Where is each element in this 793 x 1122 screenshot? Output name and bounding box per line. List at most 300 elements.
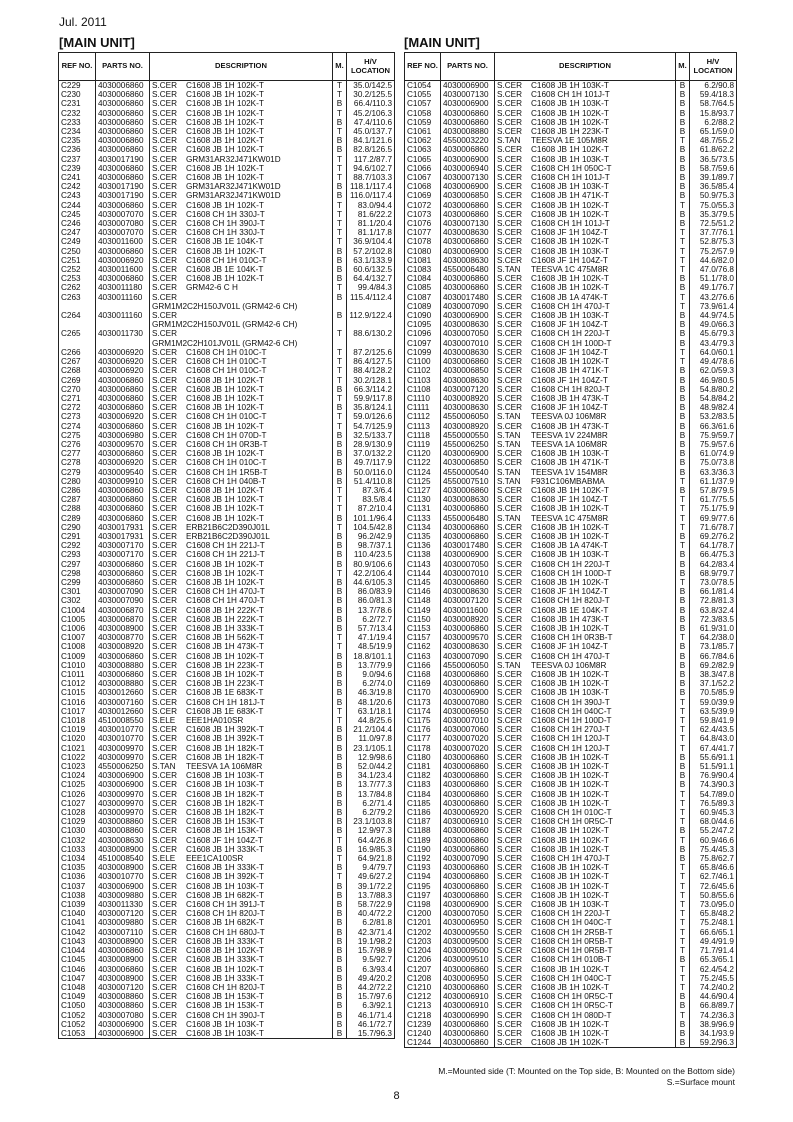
- table-row: [59, 228, 395, 237]
- component-text: C1608 JB 1H 102K-T: [531, 679, 609, 689]
- location-cell: 88.7/103.3: [347, 173, 395, 182]
- location-cell: 34.1/23.4: [347, 771, 395, 780]
- ref-cell: C1027: [59, 799, 96, 808]
- table-row: [59, 992, 395, 1001]
- ref-cell: C1175: [405, 716, 441, 725]
- component-text: C1608 CH 1H 391J-T: [186, 900, 265, 910]
- mount-side-cell: T: [333, 872, 347, 881]
- part-number-cell: 4030009880: [96, 918, 150, 927]
- location-cell: 66.3/61.6: [690, 422, 737, 431]
- mount-side-cell: B: [333, 974, 347, 983]
- component-text: C1608 CH 1H 010C-T: [186, 347, 267, 357]
- description-cell: [150, 955, 333, 964]
- location-cell: 12.9/98.6: [347, 753, 395, 762]
- component-text: C1608 CH 1H 221J-T: [186, 541, 265, 551]
- component-text: C1608 JB 1H 103K-T: [186, 881, 264, 891]
- description-cell: [150, 661, 333, 670]
- component-text: C1608 JB 1H 102K-T: [531, 623, 609, 633]
- table-row: [405, 872, 737, 881]
- location-cell: 96.2/42.9: [347, 532, 395, 541]
- table-row: [405, 780, 737, 789]
- category-text: S.CER: [152, 476, 178, 486]
- component-text: C1608 JB 1H 102K-T: [531, 798, 609, 808]
- part-number-cell: 4030011330: [96, 900, 150, 909]
- ref-cell: C1176: [405, 725, 441, 734]
- description-cell: [495, 127, 676, 136]
- ref-cell: C1022: [59, 753, 96, 762]
- table-row: [59, 661, 395, 670]
- category-text: S.CER: [152, 890, 178, 900]
- part-number-cell: 4030017190: [96, 182, 150, 191]
- part-number-cell: 4030006860: [96, 965, 150, 974]
- table-row: [405, 661, 737, 670]
- table-row: [59, 698, 395, 707]
- mount-side-cell: B: [333, 1029, 347, 1039]
- table-row: [59, 109, 395, 118]
- ref-cell: C265: [59, 329, 96, 347]
- mount-side-cell: T: [676, 937, 690, 946]
- component-text: C1608 JB 1H 102K-T: [531, 274, 609, 284]
- description-cell: [150, 670, 333, 679]
- part-number-cell: 4030006860: [441, 523, 495, 532]
- description-cell: [495, 1029, 676, 1038]
- table-row: [405, 946, 737, 955]
- part-number-cell: 4030006860: [441, 201, 495, 210]
- mount-side-cell: T: [676, 744, 690, 753]
- ref-cell: C241: [59, 173, 96, 182]
- category-text: S.CER: [497, 127, 523, 137]
- table-row: [59, 790, 395, 799]
- mount-side-cell: B: [333, 624, 347, 633]
- description-cell: [150, 422, 333, 431]
- component-text: C1608 JB 1H 102K-T: [186, 145, 264, 155]
- description-cell: [495, 965, 676, 974]
- table-row: [59, 955, 395, 964]
- location-cell: 75.9/59.7: [690, 431, 737, 440]
- category-text: S.CER: [497, 90, 523, 100]
- component-text: C1608 JB 1H 102K-T: [186, 200, 264, 210]
- part-number-cell: 4030006900: [441, 688, 495, 697]
- part-number-cell: 4030017480: [441, 293, 495, 302]
- part-number-cell: 4030006950: [441, 707, 495, 716]
- component-text: C1608 JF 1H 104Z-T: [531, 320, 608, 330]
- component-text: C1608 JB 1H 471K-T: [531, 191, 609, 201]
- description-cell: [150, 983, 333, 992]
- description-cell: [150, 182, 333, 191]
- mount-side-cell: B: [333, 734, 347, 743]
- location-cell: 66.6/65.1: [690, 928, 737, 937]
- category-text: S.ELE: [152, 854, 176, 864]
- ref-cell: C237: [59, 155, 96, 164]
- table-row: [405, 753, 737, 762]
- component-text: C1608 JB 1H 682K-T: [186, 918, 264, 928]
- ref-cell: C1085: [405, 283, 441, 292]
- description-cell: [495, 366, 676, 375]
- mount-side-cell: T: [676, 1011, 690, 1020]
- ref-cell: C1127: [405, 486, 441, 495]
- component-text: C1608 CH 1H 010C-T: [186, 357, 267, 367]
- description-cell: [495, 1038, 676, 1048]
- component-text: C1608 JB 1H 102K-T: [531, 670, 609, 679]
- category-text: S.CER: [152, 108, 178, 118]
- ref-cell: C235: [59, 136, 96, 145]
- mount-side-cell: T: [676, 734, 690, 743]
- mount-side-cell: B: [333, 191, 347, 200]
- location-cell: 71.6/78.7: [690, 523, 737, 532]
- location-cell: 6.3/93.4: [347, 965, 395, 974]
- col-location-header: H/V LOCATION: [347, 53, 395, 81]
- location-cell: 59.2/96.3: [690, 1038, 737, 1048]
- location-cell: 34.1/93.9: [690, 1029, 737, 1038]
- category-text: S.CER: [152, 255, 178, 265]
- description-cell: [495, 854, 676, 863]
- category-text: S.CER: [497, 311, 523, 321]
- ref-cell: C1004: [59, 606, 96, 615]
- component-text: C1608 CH 1H 100D-T: [531, 338, 612, 348]
- mount-side-cell: T: [333, 642, 347, 651]
- mount-side-cell: T: [333, 329, 347, 347]
- table-row: [59, 1029, 395, 1039]
- mount-side-cell: T: [333, 127, 347, 136]
- table-row: [405, 587, 737, 596]
- component-text: C1608 CH 1H 220J-T: [531, 909, 610, 919]
- ref-cell: C1138: [405, 550, 441, 559]
- part-number-cell: 4030006900: [96, 1029, 150, 1039]
- ref-cell: C1010: [59, 661, 96, 670]
- ref-cell: C1135: [405, 532, 441, 541]
- location-cell: 48.7/55.2: [690, 136, 737, 145]
- mount-side-cell: B: [333, 477, 347, 486]
- mount-side-cell: B: [333, 965, 347, 974]
- category-text: S.CER: [497, 1019, 523, 1029]
- table-row: [405, 293, 737, 302]
- component-text: F931C106MBABMA: [531, 476, 605, 486]
- table-row: [405, 606, 737, 615]
- part-number-cell: 4030006860: [96, 495, 150, 504]
- ref-cell: C246: [59, 219, 96, 228]
- description-cell: [495, 458, 676, 467]
- part-number-cell: 4030006860: [441, 863, 495, 872]
- mount-side-cell: T: [676, 523, 690, 532]
- component-text: C1608 JB 1H 102K-T: [531, 890, 609, 900]
- table-row: [405, 1029, 737, 1038]
- category-text: S.CER: [152, 274, 178, 284]
- ref-cell: C230: [59, 90, 96, 99]
- ref-cell: C231: [59, 99, 96, 108]
- location-cell: 12.9/97.3: [347, 826, 395, 835]
- location-cell: 35.8/124.1: [347, 403, 395, 412]
- mount-side-cell: B: [676, 753, 690, 762]
- ref-cell: C272: [59, 403, 96, 412]
- ref-cell: C1019: [59, 725, 96, 734]
- part-number-cell: 4030006920: [96, 256, 150, 265]
- description-cell: [495, 928, 676, 937]
- mount-side-cell: B: [333, 247, 347, 256]
- table-row: [405, 799, 737, 808]
- category-text: S.CER: [152, 219, 178, 229]
- part-number-cell: 4030007090: [441, 652, 495, 661]
- mount-side-cell: T: [676, 136, 690, 145]
- category-text: S.CER: [152, 771, 178, 781]
- ref-cell: C1020: [59, 734, 96, 743]
- table-row: [59, 744, 395, 753]
- category-text: S.CER: [152, 375, 178, 385]
- location-cell: 47.1/19.4: [347, 633, 395, 642]
- ref-cell: C1025: [59, 780, 96, 789]
- component-text: EEE1HA010SR: [186, 716, 244, 726]
- table-row: [59, 900, 395, 909]
- description-cell: [150, 928, 333, 937]
- category-text: S.CER: [152, 863, 178, 873]
- left-section-title: [MAIN UNIT]: [59, 35, 135, 50]
- ref-cell: C232: [59, 109, 96, 118]
- description-cell: [495, 422, 676, 431]
- description-cell: [495, 652, 676, 661]
- component-text: C1608 JB 1H 471K-T: [531, 366, 609, 376]
- category-text: S.CER: [497, 789, 523, 799]
- part-number-cell: 4030006860: [441, 790, 495, 799]
- description-cell: [495, 210, 676, 219]
- description-cell: [150, 799, 333, 808]
- ref-cell: C276: [59, 440, 96, 449]
- category-text: S.CER: [152, 614, 178, 624]
- col-m-header: M.: [333, 53, 347, 81]
- mount-side-cell: T: [333, 109, 347, 118]
- table-row: [59, 136, 395, 145]
- description-cell: [495, 431, 676, 440]
- description-cell: [150, 219, 333, 228]
- table-row: [405, 486, 737, 495]
- part-number-cell: 4030008920: [441, 615, 495, 624]
- description-cell: [150, 550, 333, 559]
- part-number-cell: 4550003220: [441, 136, 495, 145]
- mount-side-cell: B: [676, 587, 690, 596]
- ref-cell: C1162: [405, 642, 441, 651]
- part-number-cell: 4550006480: [441, 265, 495, 274]
- mount-side-cell: B: [333, 550, 347, 559]
- ref-cell: C1198: [405, 900, 441, 909]
- location-cell: 46.1/72.7: [347, 1020, 395, 1029]
- category-text: S.CER: [497, 826, 523, 836]
- ref-cell: C1023: [59, 762, 96, 771]
- category-text: S.TAN: [497, 136, 521, 146]
- ref-cell: C1007: [59, 633, 96, 642]
- component-text: C1608 CH 1H 390J-T: [186, 219, 265, 229]
- ref-cell: C242: [59, 182, 96, 191]
- ref-cell: C1046: [59, 965, 96, 974]
- component-text: C1608 CH 1H 010C-T: [186, 412, 267, 422]
- location-cell: 75.2/57.9: [690, 247, 737, 256]
- table-row: [405, 164, 737, 173]
- description-cell: [495, 81, 676, 91]
- component-text: C1608 JB 1H 473K-T: [186, 642, 264, 652]
- part-number-cell: 4030011160: [96, 293, 150, 311]
- description-cell: [150, 256, 333, 265]
- mount-side-cell: B: [676, 688, 690, 697]
- table-row: [405, 99, 737, 108]
- description-cell: [150, 118, 333, 127]
- description-cell: [495, 808, 676, 817]
- table-row: [405, 817, 737, 826]
- mount-side-cell: B: [333, 762, 347, 771]
- category-text: S.CER: [152, 117, 178, 127]
- table-row: [405, 826, 737, 835]
- part-number-cell: 4550006050: [441, 412, 495, 421]
- ref-cell: C1042: [59, 928, 96, 937]
- ref-cell: C301: [59, 587, 96, 596]
- part-number-cell: 4030006860: [96, 164, 150, 173]
- part-number-cell: 4030007080: [96, 1011, 150, 1020]
- mount-side-cell: B: [676, 274, 690, 283]
- table-row: [59, 182, 395, 191]
- location-cell: 59.9/117.8: [347, 394, 395, 403]
- location-cell: 81.6/22.2: [347, 210, 395, 219]
- location-cell: 38.9/96.9: [690, 1020, 737, 1029]
- location-cell: 54.8/80.2: [690, 385, 737, 394]
- description-cell: [150, 385, 333, 394]
- location-cell: 47.4/110.6: [347, 118, 395, 127]
- location-cell: 42.2/106.4: [347, 569, 395, 578]
- part-number-cell: 4030007170: [96, 541, 150, 550]
- table-row: [59, 514, 395, 523]
- table-row: [59, 329, 395, 347]
- part-number-cell: 4030006870: [96, 615, 150, 624]
- description-cell: [150, 854, 333, 863]
- part-number-cell: 4030009540: [96, 468, 150, 477]
- location-cell: 49.0/66.3: [690, 320, 737, 329]
- description-cell: [495, 468, 676, 477]
- location-cell: 66.1/81.4: [690, 587, 737, 596]
- ref-cell: C1188: [405, 826, 441, 835]
- description-cell: [150, 81, 333, 91]
- table-row: [59, 274, 395, 283]
- mount-side-cell: T: [333, 486, 347, 495]
- part-number-cell: 4030017190: [96, 191, 150, 200]
- category-text: S.CER: [497, 734, 523, 744]
- ref-cell: C1136: [405, 541, 441, 550]
- location-cell: 9.5/92.7: [347, 955, 395, 964]
- part-number-cell: 4030006990: [441, 1011, 495, 1020]
- component-text: C1608 JB 1E 683K-T: [186, 706, 264, 716]
- table-row: [405, 376, 737, 385]
- component-text: C1608 JB 1H 102K-T: [186, 670, 264, 679]
- ref-cell: C245: [59, 210, 96, 219]
- component-text: C1608 CH 1H 0R3B-T: [186, 439, 268, 449]
- table-row: [405, 247, 737, 256]
- part-number-cell: 4030006860: [441, 753, 495, 762]
- location-cell: 37.7/76.1: [690, 228, 737, 237]
- table-row: [59, 688, 395, 697]
- component-text: C1608 JF 1H 104Z-T: [531, 587, 608, 597]
- mount-side-cell: T: [676, 707, 690, 716]
- table-row: [59, 716, 395, 725]
- category-text: S.CER: [152, 670, 178, 679]
- category-text: S.CER: [497, 81, 523, 90]
- category-text: S.CER: [152, 734, 178, 744]
- location-cell: 70.5/85.9: [690, 688, 737, 697]
- table-row: [405, 311, 737, 320]
- part-number-cell: 4030008880: [96, 679, 150, 688]
- part-number-cell: 4030011600: [441, 606, 495, 615]
- component-text: C1608 JB 1H 102K-T: [186, 274, 264, 284]
- part-number-cell: 4030007020: [441, 744, 495, 753]
- category-text: S.CER: [497, 458, 523, 468]
- description-cell: [150, 560, 333, 569]
- component-text: C1608 JF 1H 104Z-T: [531, 228, 608, 238]
- mount-side-cell: T: [333, 201, 347, 210]
- component-text: C1608 JB 1H 473K-T: [531, 614, 609, 624]
- component-text: C1608 CH 1H 040B-T: [186, 476, 267, 486]
- component-text: C1608 JB 1H 222K-T: [186, 605, 264, 615]
- table-row: [59, 762, 395, 771]
- component-text: C1608 JB 1H 102K-T: [531, 982, 609, 992]
- mount-side-cell: T: [676, 247, 690, 256]
- part-number-cell: 4030006860: [96, 99, 150, 108]
- ref-cell: C249: [59, 237, 96, 246]
- location-cell: 35.3/79.5: [690, 210, 737, 219]
- component-text: C1608 JB 1H 103K-T: [531, 246, 609, 256]
- mount-side-cell: B: [676, 127, 690, 136]
- table-row: [59, 468, 395, 477]
- location-cell: 64.4/26.8: [347, 836, 395, 845]
- category-text: S.CER: [497, 872, 523, 882]
- component-text: C1608 JB 1H 182K-T: [186, 808, 264, 818]
- category-text: S.CER: [497, 329, 523, 339]
- mount-side-cell: B: [676, 173, 690, 182]
- description-cell: [150, 237, 333, 246]
- description-cell: [495, 173, 676, 182]
- description-cell: [495, 219, 676, 228]
- location-cell: 6.2/88.2: [690, 118, 737, 127]
- category-text: S.CER: [497, 946, 523, 956]
- location-cell: 66.7/84.6: [690, 652, 737, 661]
- component-text: C1608 JB 1H 153K-T: [186, 1001, 264, 1011]
- mount-side-cell: B: [676, 431, 690, 440]
- location-cell: 36.5/85.4: [690, 182, 737, 191]
- table-row: [59, 725, 395, 734]
- ref-cell: C1058: [405, 109, 441, 118]
- table-row: [59, 679, 395, 688]
- component-text: C1608 JB 1H 102K-T: [531, 1019, 609, 1029]
- location-cell: 6.2/74.0: [347, 679, 395, 688]
- component-text: C1608 JB 1H 103K-T: [531, 900, 609, 910]
- part-number-cell: 4030006950: [441, 974, 495, 983]
- description-cell: [150, 882, 333, 891]
- category-text: S.CER: [497, 679, 523, 689]
- ref-cell: C1029: [59, 817, 96, 826]
- component-text: C1608 JB 1H 102K-T: [531, 117, 609, 127]
- table-row: [405, 541, 737, 550]
- part-number-cell: 4030006860: [96, 403, 150, 412]
- part-number-cell: 4030006850: [441, 191, 495, 200]
- part-number-cell: 4030006860: [96, 385, 150, 394]
- component-text: C1608 JB 1H 222K-T: [186, 614, 264, 624]
- ref-cell: C273: [59, 412, 96, 421]
- mount-side-cell: B: [676, 560, 690, 569]
- ref-cell: C1173: [405, 698, 441, 707]
- category-text: S.CER: [152, 430, 178, 440]
- location-cell: 57.8/79.5: [690, 486, 737, 495]
- mount-side-cell: T: [333, 366, 347, 375]
- ref-cell: C1089: [405, 302, 441, 311]
- category-text: S.CER: [152, 90, 178, 100]
- description-cell: [495, 495, 676, 504]
- category-text: S.CER: [497, 936, 523, 946]
- part-number-cell: 4030006860: [96, 394, 150, 403]
- part-number-cell: 4030009970: [96, 753, 150, 762]
- table-row: [59, 854, 395, 863]
- location-cell: 64.1/78.7: [690, 541, 737, 550]
